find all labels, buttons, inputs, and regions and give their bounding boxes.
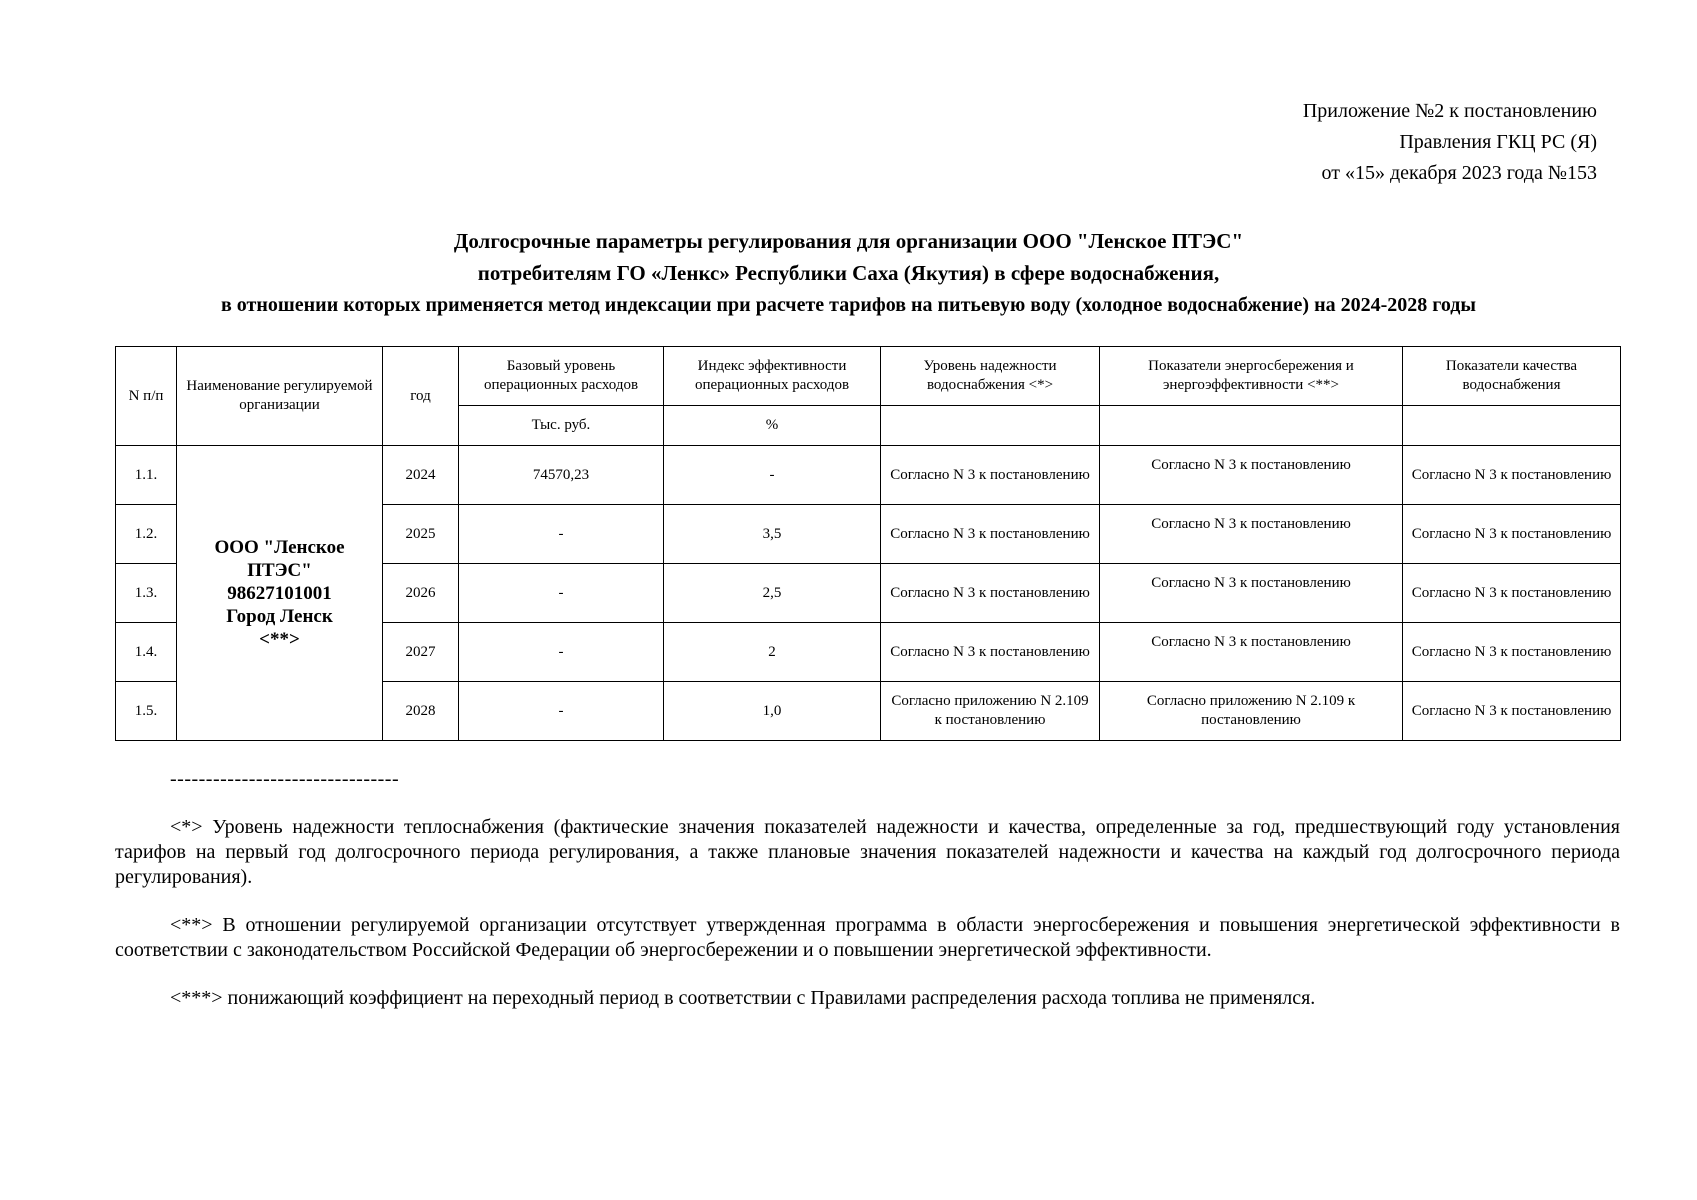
row-reliability: Согласно приложению N 2.109 к постановлению (881, 682, 1100, 741)
row-energy: Согласно N 3 к постановлению (1100, 505, 1403, 564)
row-reliability: Согласно N 3 к постановлению (881, 505, 1100, 564)
footnote-coefficient: <***> понижающий коэффициент на переходный период в соответствии с Правилами распределения расхода топлива не применялся. (170, 987, 1316, 1009)
appendix-header (1303, 96, 1597, 189)
appendix-header-line-3: от «15» декабря 2023 года №153 (1321, 162, 1597, 184)
row-base: - (459, 564, 664, 623)
row-energy: Согласно N 3 к постановлению (1100, 623, 1403, 682)
appendix-header-line-1: Приложение №2 к постановлению (1302, 100, 1597, 122)
row-energy: Согласно приложению N 2.109 к постановлению (1100, 682, 1403, 741)
document-title-line-3: в отношении которых применяется метод индексации при расчете тарифов на питьевую воду (холодное водоснабжение) на 2024-2028 годы (221, 294, 1476, 316)
document-title-line-2: потребителям ГО «Ленкс» Республики Саха (Якутия) в сфере водоснабжения, (477, 261, 1220, 285)
table-header-row (116, 347, 1621, 406)
unit-empty-energy (1100, 406, 1403, 446)
footnote-separator: -------------------------------- (170, 768, 400, 790)
footnotes (115, 815, 1620, 1034)
row-index: 2 (664, 623, 881, 682)
row-num: 1.5. (116, 682, 177, 741)
row-quality: Согласно N 3 к постановлению (1403, 623, 1621, 682)
row-energy: Согласно N 3 к постановлению (1100, 564, 1403, 623)
org-city: Город Ленск (226, 605, 333, 627)
document-title (0, 225, 1697, 321)
row-reliability: Согласно N 3 к постановлению (881, 623, 1100, 682)
row-index: 1,0 (664, 682, 881, 741)
org-name-line-1: ООО "Ленское (214, 536, 345, 558)
row-quality: Согласно N 3 к постановлению (1403, 505, 1621, 564)
unit-empty-quality (1403, 406, 1621, 446)
footnote-reliability: <*> Уровень надежности теплоснабжения (фактические значения показателей надежности и качества, определенные за год, предшествующий году установления тарифов на первый год долгосрочного периода регулирования, а также плановые значения показателей надежности и качества на каждый год долгосрочного периода регулирования). (115, 816, 1620, 888)
unit-empty-reliability (881, 406, 1100, 446)
row-num: 1.2. (116, 505, 177, 564)
row-quality: Согласно N 3 к постановлению (1403, 682, 1621, 741)
row-year: 2024 (383, 446, 459, 505)
row-index: 3,5 (664, 505, 881, 564)
row-quality: Согласно N 3 к постановлению (1403, 446, 1621, 505)
row-num: 1.4. (116, 623, 177, 682)
footnote-energy: <**> В отношении регулируемой организации отсутствует утвержденная программа в области энергосбережения и повышения энергетической эффективности в соответствии с законодательством Российской Федерации об энергосбережении и о повышении энергетической эффективности. (115, 914, 1620, 961)
document-title-line-1: Долгосрочные параметры регулирования для организации ООО "Ленское ПТЭС" (453, 229, 1244, 253)
header-org: Наименование регулируемой организации (177, 347, 383, 446)
row-index: - (664, 446, 881, 505)
table-row (116, 446, 1621, 505)
appendix-header-line-2: Правления ГКЦ РС (Я) (1399, 131, 1597, 153)
header-num: N п/п (116, 347, 177, 446)
row-base: - (459, 505, 664, 564)
row-year: 2025 (383, 505, 459, 564)
row-year: 2026 (383, 564, 459, 623)
row-year: 2027 (383, 623, 459, 682)
row-index: 2,5 (664, 564, 881, 623)
header-quality: Показатели качества водоснабжения (1403, 347, 1621, 406)
row-year: 2028 (383, 682, 459, 741)
org-name-line-2: ПТЭС" (247, 559, 312, 581)
org-footnote-ref: <**> (259, 628, 300, 650)
row-energy: Согласно N 3 к постановлению (1100, 446, 1403, 505)
header-reliability: Уровень надежности водоснабжения <*> (881, 347, 1100, 406)
parameters-table (115, 346, 1621, 741)
org-name-cell (177, 446, 383, 741)
org-code: 98627101001 (227, 582, 332, 604)
unit-index: % (664, 406, 881, 446)
row-num: 1.3. (116, 564, 177, 623)
row-base: - (459, 623, 664, 682)
header-energy: Показатели энергосбережения и энергоэффективности <**> (1100, 347, 1403, 406)
row-reliability: Согласно N 3 к постановлению (881, 446, 1100, 505)
row-base: 74570,23 (459, 446, 664, 505)
row-base: - (459, 682, 664, 741)
header-year: год (383, 347, 459, 446)
row-num: 1.1. (116, 446, 177, 505)
row-reliability: Согласно N 3 к постановлению (881, 564, 1100, 623)
row-quality: Согласно N 3 к постановлению (1403, 564, 1621, 623)
header-index: Индекс эффективности операционных расходов (664, 347, 881, 406)
header-base: Базовый уровень операционных расходов (459, 347, 664, 406)
unit-base: Тыс. руб. (459, 406, 664, 446)
